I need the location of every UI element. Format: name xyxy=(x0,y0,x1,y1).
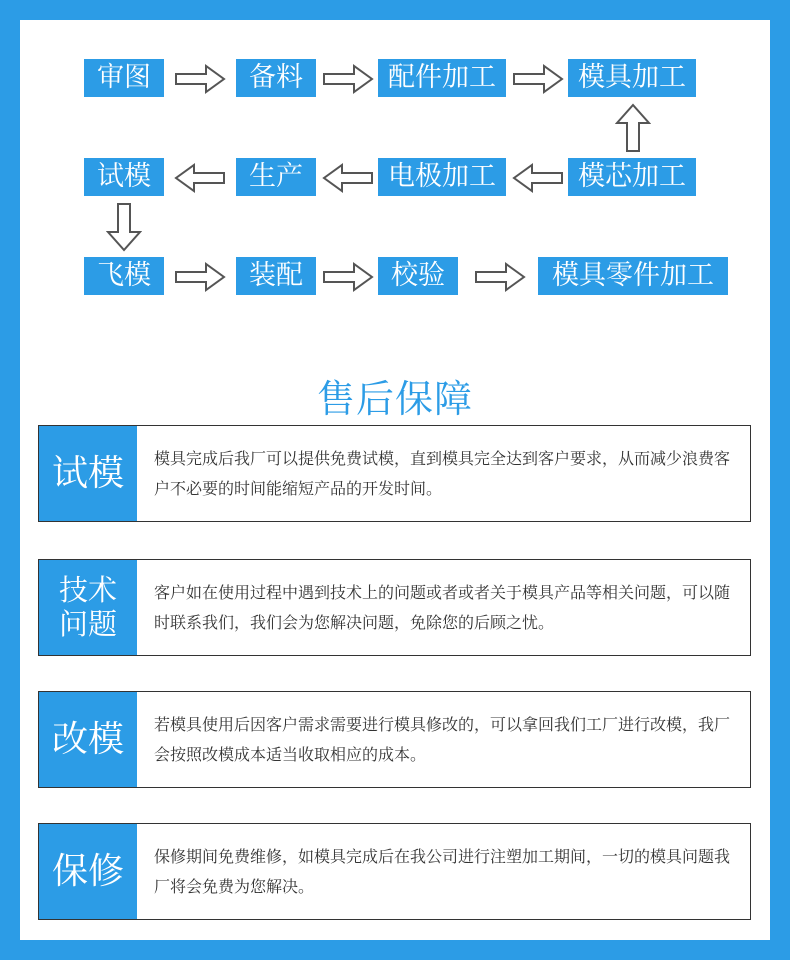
step-peijian: 配件加工 xyxy=(378,59,506,97)
arrow-right-icon xyxy=(322,64,374,94)
arrow-left-icon xyxy=(512,163,564,193)
card-label-line: 技术 xyxy=(58,573,117,608)
arrow-up-icon xyxy=(615,103,651,153)
arrow-left-icon xyxy=(322,163,374,193)
step-shengchan: 生产 xyxy=(236,158,316,196)
step-zhuangpei: 装配 xyxy=(236,257,316,295)
card-description: 模具完成后我厂可以提供免费试模，直到模具完全达到客户要求，从而减少浪费客户不必要的时间能缩短产品的开发时间。 xyxy=(154,448,731,498)
step-moxin: 模芯加工 xyxy=(568,158,696,196)
arrow-right-icon xyxy=(174,262,226,292)
step-moju: 模具加工 xyxy=(568,59,696,97)
arrow-right-icon xyxy=(512,64,564,94)
card-label xyxy=(39,560,137,655)
arrow-down-icon xyxy=(106,202,142,252)
step-feimo: 飞模 xyxy=(84,257,164,295)
step-lingjian: 模具零件加工 xyxy=(538,257,728,295)
card-label: 试模 xyxy=(39,426,137,521)
card-description: 客户如在使用过程中遇到技术上的问题或者或者关于模具产品等相关问题，可以随时联系我们，我们会为您解决问题，免除您的后顾之忧。 xyxy=(154,582,731,632)
card-label-line: 问题 xyxy=(58,606,117,641)
step-dianji: 电极加工 xyxy=(378,158,506,196)
step-jiaoyan: 校验 xyxy=(378,257,458,295)
arrow-right-icon xyxy=(322,262,374,292)
card-description: 保修期间免费维修，如模具完成后在我公司进行注塑加工期间，一切的模具问题我厂将会免费为您解决。 xyxy=(154,846,731,896)
card-label: 保修 xyxy=(39,824,137,919)
section-title: 售后保障 xyxy=(316,377,473,421)
service-card-trial-mold xyxy=(38,425,751,522)
card-description: 若模具使用后因客户需求需要进行模具修改的，可以拿回我们工厂进行改模，我厂会按照改模成本适当收取相应的成本。 xyxy=(154,714,731,764)
step-shentu: 审图 xyxy=(84,59,164,97)
card-label: 改模 xyxy=(39,692,137,787)
step-beiliao: 备料 xyxy=(236,59,316,97)
arrow-right-icon xyxy=(474,262,526,292)
arrow-left-icon xyxy=(174,163,226,193)
service-card-mold-modification xyxy=(38,691,751,788)
arrow-right-icon xyxy=(174,64,226,94)
step-shimo: 试模 xyxy=(84,158,164,196)
service-card-tech-support xyxy=(38,559,751,656)
service-card-warranty xyxy=(38,823,751,920)
